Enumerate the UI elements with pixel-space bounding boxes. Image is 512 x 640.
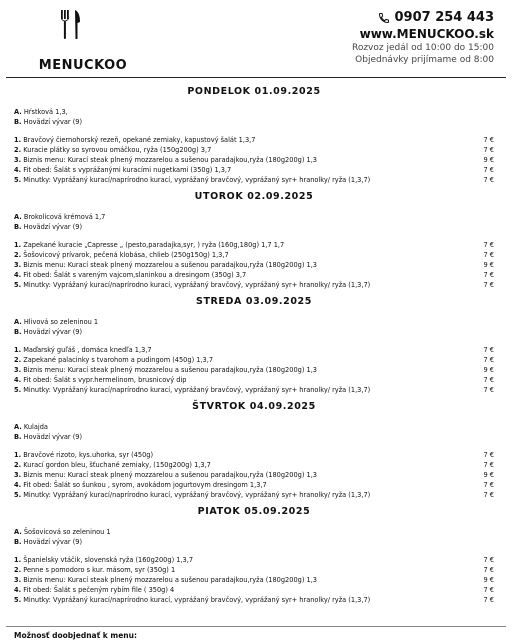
phone-number[interactable]: 0907 254 443 xyxy=(394,10,494,25)
fork-knife-icon xyxy=(60,10,82,40)
day-title: PONDELOK 01.09.2025 xyxy=(187,86,321,97)
day-title: UTOROK 02.09.2025 xyxy=(194,191,314,202)
day-section xyxy=(14,191,494,290)
soup-item xyxy=(14,222,494,232)
soup-item xyxy=(14,537,494,547)
meal-name: Fit obed: Šalát s vyprážanými kuracími nugetkami (350g) 1,3,7 xyxy=(23,166,232,174)
meal-item xyxy=(14,165,494,175)
soup-letter: B. xyxy=(14,223,22,231)
meal-price: 7 € xyxy=(483,481,494,489)
meal-name: Fit obed: Šalát s pečeným rybím file ( 350g) 4 xyxy=(23,586,175,594)
soup-letter: B. xyxy=(14,538,22,546)
meal-number: 4. xyxy=(14,586,22,594)
meal-price: 7 € xyxy=(483,166,494,174)
meal-name: Bravčový čiernohorský rezeň, opekané zemiaky, kapustový šalát 1,3,7 xyxy=(23,136,256,144)
weekly-menu xyxy=(14,86,494,611)
meal-item xyxy=(14,155,494,165)
meal-name: Fit obed: Šalát s vareným vajcom,slaninkou a dresingom (350g) 3,7 xyxy=(23,271,247,279)
meal-price: 7 € xyxy=(483,556,494,564)
footer-note: Možnosť doobjednať k menu: xyxy=(14,631,137,640)
soup-name: Hovädzí vývar (9) xyxy=(23,223,83,231)
meal-price: 7 € xyxy=(483,491,494,499)
meal-name: Minutky: Vyprážaný kurací/naprírodno kurací, vyprážaný bravčový, vyprážaný syr+ hranolky/ ryža (1,3,7) xyxy=(23,176,371,184)
meal-price: 7 € xyxy=(483,136,494,144)
meal-item xyxy=(14,145,494,155)
meal-price: 7 € xyxy=(483,271,494,279)
soup-name: Hŕstková 1,3, xyxy=(23,108,68,116)
soup-item xyxy=(14,527,494,537)
day-section xyxy=(14,296,494,395)
meal-price: 7 € xyxy=(483,146,494,154)
meal-number: 2. xyxy=(14,356,22,364)
meal-item xyxy=(14,575,494,585)
meal-item xyxy=(14,585,494,595)
meal-number: 2. xyxy=(14,146,22,154)
meal-number: 5. xyxy=(14,386,22,394)
meal-item xyxy=(14,555,494,565)
soup-name: Šošovicová so zeleninou 1 xyxy=(23,528,111,536)
meal-name: Minutky: Vyprážaný kurací/naprírodno kurací, vyprážaný bravčový, vyprážaný syr+ hranolky/ ryža (1,3,7) xyxy=(23,491,371,499)
meal-price: 7 € xyxy=(483,566,494,574)
soup-list xyxy=(14,422,494,442)
meal-name: Penne s pomodoro s kur. másom, syr (350g) 1 xyxy=(23,566,176,574)
day-section xyxy=(14,86,494,185)
meal-price: 9 € xyxy=(483,366,494,374)
soup-item xyxy=(14,117,494,127)
meal-name: Biznis menu: Kurací steak plnený mozzarelou a sušenou paradajkou,ryža (180g200g) 1,3 xyxy=(23,156,317,164)
soup-name: Hovädzí vývar (9) xyxy=(23,328,83,336)
meal-item xyxy=(14,375,494,385)
meal-item xyxy=(14,385,494,395)
meal-price: 9 € xyxy=(483,576,494,584)
meal-number: 5. xyxy=(14,491,22,499)
meal-item xyxy=(14,355,494,365)
meal-item xyxy=(14,470,494,480)
meal-item xyxy=(14,280,494,290)
meal-item xyxy=(14,260,494,270)
meal-name: Fit obed: Šalát s vypr.hermelinom, brusnicový dip xyxy=(23,376,187,384)
soup-name: Hovädzí vývar (9) xyxy=(23,433,83,441)
day-section xyxy=(14,506,494,605)
meal-price: 9 € xyxy=(483,261,494,269)
meal-number: 3. xyxy=(14,471,22,479)
meal-number: 5. xyxy=(14,281,22,289)
meal-number: 4. xyxy=(14,271,22,279)
soup-name: Hlivová so zeleninou 1 xyxy=(23,318,99,326)
header-divider xyxy=(6,77,506,78)
footer-divider xyxy=(6,626,506,627)
meal-number: 1. xyxy=(14,241,22,249)
order-hours: Objednávky prijímame od 8:00 xyxy=(355,55,494,65)
meal-price: 7 € xyxy=(483,386,494,394)
meal-number: 4. xyxy=(14,166,22,174)
soup-list xyxy=(14,212,494,232)
meal-item xyxy=(14,270,494,280)
soup-name: Hovädzí vývar (9) xyxy=(23,118,83,126)
meal-price: 9 € xyxy=(483,471,494,479)
meal-price: 7 € xyxy=(483,346,494,354)
meal-number: 5. xyxy=(14,596,22,604)
meal-list xyxy=(14,555,494,605)
meal-list xyxy=(14,345,494,395)
meal-name: Kurací gordon bleu, šťuchané zemiaky, (150g200g) 1,3,7 xyxy=(23,461,211,469)
soup-letter: A. xyxy=(14,423,22,431)
meal-name: Minutky: Vyprážaný kurací/naprírodno kurací, vyprážaný bravčový, vyprážaný syr+ hranolky/ ryža (1,3,7) xyxy=(23,281,371,289)
meal-price: 7 € xyxy=(483,461,494,469)
meal-item xyxy=(14,595,494,605)
meal-name: Zapekané kuracie „Capresse „ (pesto,paradajka,syr, ) ryža (160g,180g) 1,7 1,7 xyxy=(23,241,285,249)
soup-name: Brokolicová krémová 1,7 xyxy=(23,213,106,221)
website-link[interactable]: www.MENUCKOO.sk xyxy=(359,27,494,41)
meal-number: 2. xyxy=(14,251,22,259)
soup-item xyxy=(14,432,494,442)
meal-item xyxy=(14,345,494,355)
meal-item xyxy=(14,450,494,460)
meal-name: Minutky: Vyprážaný kurací/naprírodno kurací, vyprážaný bravčový, vyprážaný syr+ hranolky/ ryža (1,3,7) xyxy=(23,386,371,394)
meal-name: Bravčové rizoto, kys.uhorka, syr (450g) xyxy=(23,451,154,459)
meal-item xyxy=(14,135,494,145)
meal-list xyxy=(14,450,494,500)
meal-number: 3. xyxy=(14,261,22,269)
meal-list xyxy=(14,135,494,185)
contact-block xyxy=(352,10,494,65)
meal-price: 7 € xyxy=(483,281,494,289)
meal-number: 3. xyxy=(14,156,22,164)
meal-item xyxy=(14,240,494,250)
phone-row xyxy=(352,10,494,25)
meal-number: 3. xyxy=(14,366,22,374)
soup-item xyxy=(14,422,494,432)
delivery-hours: Rozvoz jedál od 10:00 do 15:00 xyxy=(351,43,494,53)
meal-name: Kuracie plátky so syrovou omáčkou, ryža (150g200g) 3,7 xyxy=(23,146,212,154)
meal-number: 1. xyxy=(14,451,22,459)
meal-number: 1. xyxy=(14,556,22,564)
meal-name: Biznis menu: Kurací steak plnený mozzarelou a sušenou paradajkou,ryža (180g200g) 1,3 xyxy=(23,366,317,374)
soup-letter: B. xyxy=(14,118,22,126)
meal-item xyxy=(14,250,494,260)
meal-price: 7 € xyxy=(483,451,494,459)
soup-name: Hovädzí vývar (9) xyxy=(23,538,83,546)
meal-name: Fit obed: Šalát so šunkou , syrom, avokádom jogurtovym dresingom 1,3,7 xyxy=(23,481,267,489)
meal-name: Maďarský guľáš , domáca knedľa 1,3,7 xyxy=(23,346,152,354)
soup-letter: B. xyxy=(14,328,22,336)
meal-name: Minutky: Vyprážaný kurací/naprírodno kurací, vyprážaný bravčový, vyprážaný syr+ hranolky/ ryža (1,3,7) xyxy=(23,596,371,604)
logo xyxy=(14,10,128,73)
meal-number: 4. xyxy=(14,376,22,384)
meal-name: Biznis menu: Kurací steak plnený mozzarelou a sušenou paradajkou,ryža (180g200g) 1,3 xyxy=(23,261,317,269)
meal-number: 5. xyxy=(14,176,22,184)
phone-icon xyxy=(378,12,390,24)
soup-list xyxy=(14,527,494,547)
meal-number: 1. xyxy=(14,136,22,144)
meal-list xyxy=(14,240,494,290)
soup-letter: A. xyxy=(14,318,22,326)
soup-letter: A. xyxy=(14,528,22,536)
meal-price: 7 € xyxy=(483,596,494,604)
meal-name: Šošovicový prívarok, pečená klobása, chlieb (250g150g) 1,3,7 xyxy=(23,251,229,259)
meal-number: 3. xyxy=(14,576,22,584)
soup-list xyxy=(14,107,494,127)
soup-list xyxy=(14,317,494,337)
soup-letter: A. xyxy=(14,213,22,221)
meal-price: 9 € xyxy=(483,156,494,164)
soup-item xyxy=(14,327,494,337)
meal-item xyxy=(14,175,494,185)
day-title: STREDA 03.09.2025 xyxy=(196,296,312,307)
soup-name: Kulajda xyxy=(23,423,48,431)
soup-letter: A. xyxy=(14,108,22,116)
meal-price: 7 € xyxy=(483,356,494,364)
meal-item xyxy=(14,365,494,375)
meal-price: 7 € xyxy=(483,251,494,259)
meal-number: 2. xyxy=(14,566,22,574)
soup-letter: B. xyxy=(14,433,22,441)
meal-item xyxy=(14,490,494,500)
meal-number: 2. xyxy=(14,461,22,469)
day-section xyxy=(14,401,494,500)
brand-name: MENUCKOO xyxy=(38,58,128,73)
soup-item xyxy=(14,107,494,117)
meal-item xyxy=(14,480,494,490)
meal-price: 7 € xyxy=(483,586,494,594)
soup-item xyxy=(14,212,494,222)
meal-number: 4. xyxy=(14,481,22,489)
meal-item xyxy=(14,565,494,575)
meal-name: Španielsky vtáčik, slovenská ryža (160g200g) 1,3,7 xyxy=(23,556,194,564)
meal-name: Zapekané palacinky s tvarohom a pudingom (450g) 1,3,7 xyxy=(23,356,214,364)
meal-price: 7 € xyxy=(483,241,494,249)
meal-price: 7 € xyxy=(483,376,494,384)
meal-name: Biznis menu: Kurací steak plnený mozzarelou a sušenou paradajkou,ryža (180g200g) 1,3 xyxy=(23,471,317,479)
meal-name: Biznis menu: Kurací steak plnený mozzarelou a sušenou paradajkou,ryža (180g200g) 1,3 xyxy=(23,576,317,584)
soup-item xyxy=(14,317,494,327)
meal-number: 1. xyxy=(14,346,22,354)
meal-item xyxy=(14,460,494,470)
meal-price: 7 € xyxy=(483,176,494,184)
day-title: ŠTVRTOK 04.09.2025 xyxy=(192,401,316,412)
day-title: PIATOK 05.09.2025 xyxy=(197,506,311,517)
